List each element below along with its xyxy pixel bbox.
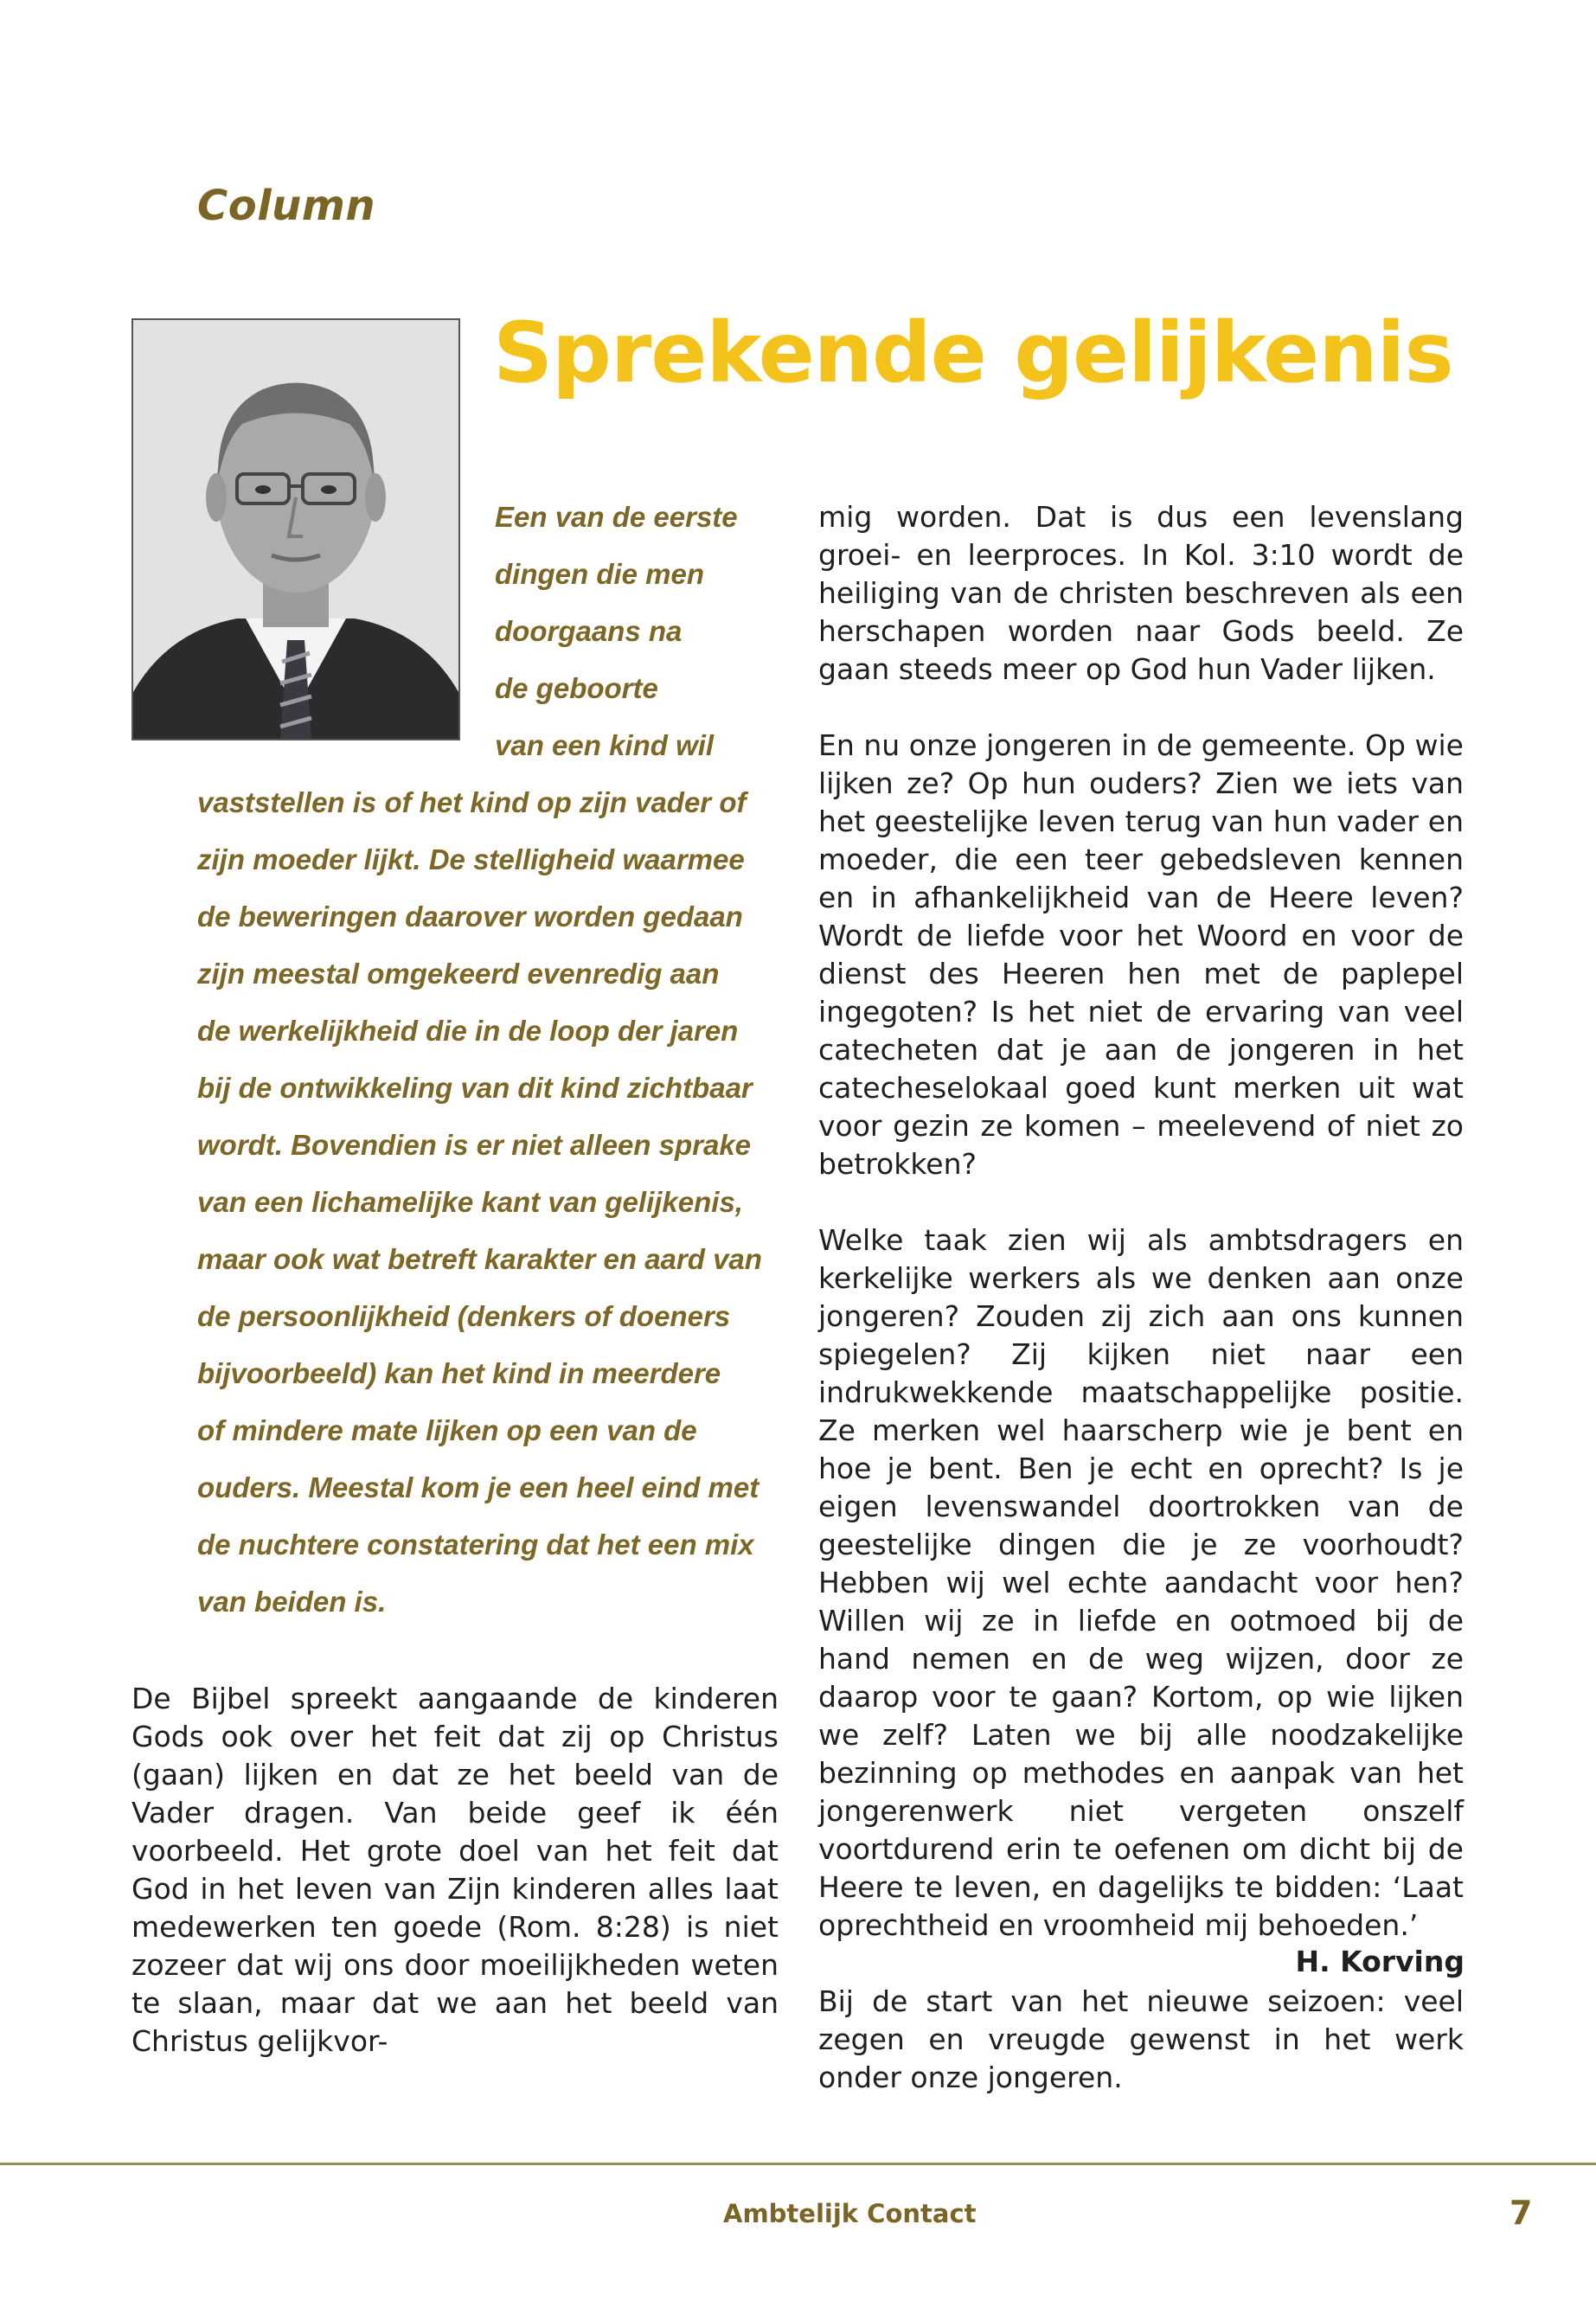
body-paragraph: mig worden. Dat is dus een levenslang groei- en leerproces. In Kol. 3:10 wordt de heiliging van de christen beschreven als een herschapen worden naar Gods beeld. Ze gaan steeds meer op God hun Vader lijken. xyxy=(818,500,1464,686)
footer-divider xyxy=(0,2163,1596,2165)
portrait-photo-icon xyxy=(133,320,458,739)
intro-line: de nuchtere constatering dat het een mix xyxy=(197,1529,754,1561)
body-paragraph: De Bijbel spreekt aangaande de kinderen Gods ook over het feit dat zij op Christus (gaan) lijken en dat ze het beeld van de Vader dragen. Van beide geef ik één voorbeeld. Het grote doel van het feit dat God in het leven van Zijn kinderen alles laat medewerken ten goede (Rom. 8:28) is niet zozeer dat wij ons door moeilijkheden weten te slaan, maar dat we aan het beeld van Christus gelijkvor- xyxy=(131,1682,779,2058)
author-photo xyxy=(131,318,460,740)
intro-line: zijn moeder lijkt. De stelligheid waarmee xyxy=(197,843,745,875)
body-paragraph: En nu onze jongeren in de gemeente. Op wie lijken ze? Op hun ouders? Zien we iets van het geestelijke leven terug van hun vader en moeder, die een teer gebedsleven kennen en in afhankelijkheid van de Heere leven? Wordt de liefde voor het Woord en voor de dienst des Heeren hen met de paplepel ingegoten? Is het niet de ervaring van veel catecheten dat je aan de jongeren in het catecheselokaal goed kunt merken uit wat voor gezin ze komen – meelevend of niet zo betrokken? xyxy=(818,728,1464,1181)
intro-line: zijn meestal omgekeerd evenredig aan xyxy=(197,958,720,990)
intro-line: van een lichamelijke kant van gelijkenis, xyxy=(197,1186,743,1218)
footer-publication: Ambtelijk Contact xyxy=(723,2199,977,2228)
body-paragraph: Bij de start van het nieuwe seizoen: veel zegen en vreugde gewenst in het werk onder onze jongeren. xyxy=(818,1984,1464,2094)
intro-line: de persoonlijkheid (denkers of doeners xyxy=(197,1300,731,1332)
author-signature: H. Korving xyxy=(1295,1945,1465,1978)
section-label: Column xyxy=(197,182,376,230)
body-column-left xyxy=(131,1680,779,2061)
intro-line: doorgaans na xyxy=(495,615,683,647)
intro-line: bij de ontwikkeling van dit kind zichtbaar xyxy=(197,1072,753,1104)
intro-line: dingen die men xyxy=(495,558,705,590)
intro-line: wordt. Bovendien is er niet alleen sprake xyxy=(197,1129,752,1161)
intro-line: maar ook wat betreft karakter en aard van xyxy=(197,1243,762,1275)
intro-line: vaststellen is of het kind op zijn vader of xyxy=(197,786,747,818)
intro-line: Een van de eerste xyxy=(495,501,738,533)
intro-line: of mindere mate lijken op een van de xyxy=(197,1414,697,1446)
intro-line: de geboorte xyxy=(495,672,658,704)
intro-line: bijvoorbeeld) kan het kind in meerdere xyxy=(197,1357,721,1389)
intro-line: de werkelijkheid die in de loop der jaren xyxy=(197,1015,739,1047)
intro-line: ouders. Meestal kom je een heel eind met xyxy=(197,1471,760,1503)
intro-line: de beweringen daarover worden gedaan xyxy=(197,901,743,933)
body-column-right xyxy=(818,498,1464,2097)
body-paragraph: Welke taak zien wij als ambtsdragers en kerkelijke werkers als we denken aan onze jongeren? Zouden zij zich aan ons kunnen spiegelen? Zij kijken niet naar een indrukwekkende maatschappelijke positie. Ze merken wel haarscherp wie je bent en hoe je bent. Ben je echt en oprecht? Is je eigen levenswandel doortrokken van de geestelijke dingen die je ze voorhoudt? Hebben wij wel echte aandacht voor hen? Willen wij ze in liefde en ootmoed bij de hand nemen en de weg wijzen, door ze daarop voor te gaan? Kortom, op wie lijken we zelf? Laten we bij alle noodzakelijke bezinning op methodes en aanpak van het jongerenwerk niet vergeten onszelf voortdurend erin te oefenen om dicht bij de Heere te leven, en dagelijks te bidden: ‘Laat oprechtheid en vroomheid mij behoeden.’ xyxy=(818,1223,1464,1942)
page-number: 7 xyxy=(1509,2194,1533,2232)
intro-line: van beiden is. xyxy=(197,1586,387,1618)
intro-line: van een kind wil xyxy=(495,729,715,761)
page-title: Sprekende gelijkenis xyxy=(493,304,1453,401)
